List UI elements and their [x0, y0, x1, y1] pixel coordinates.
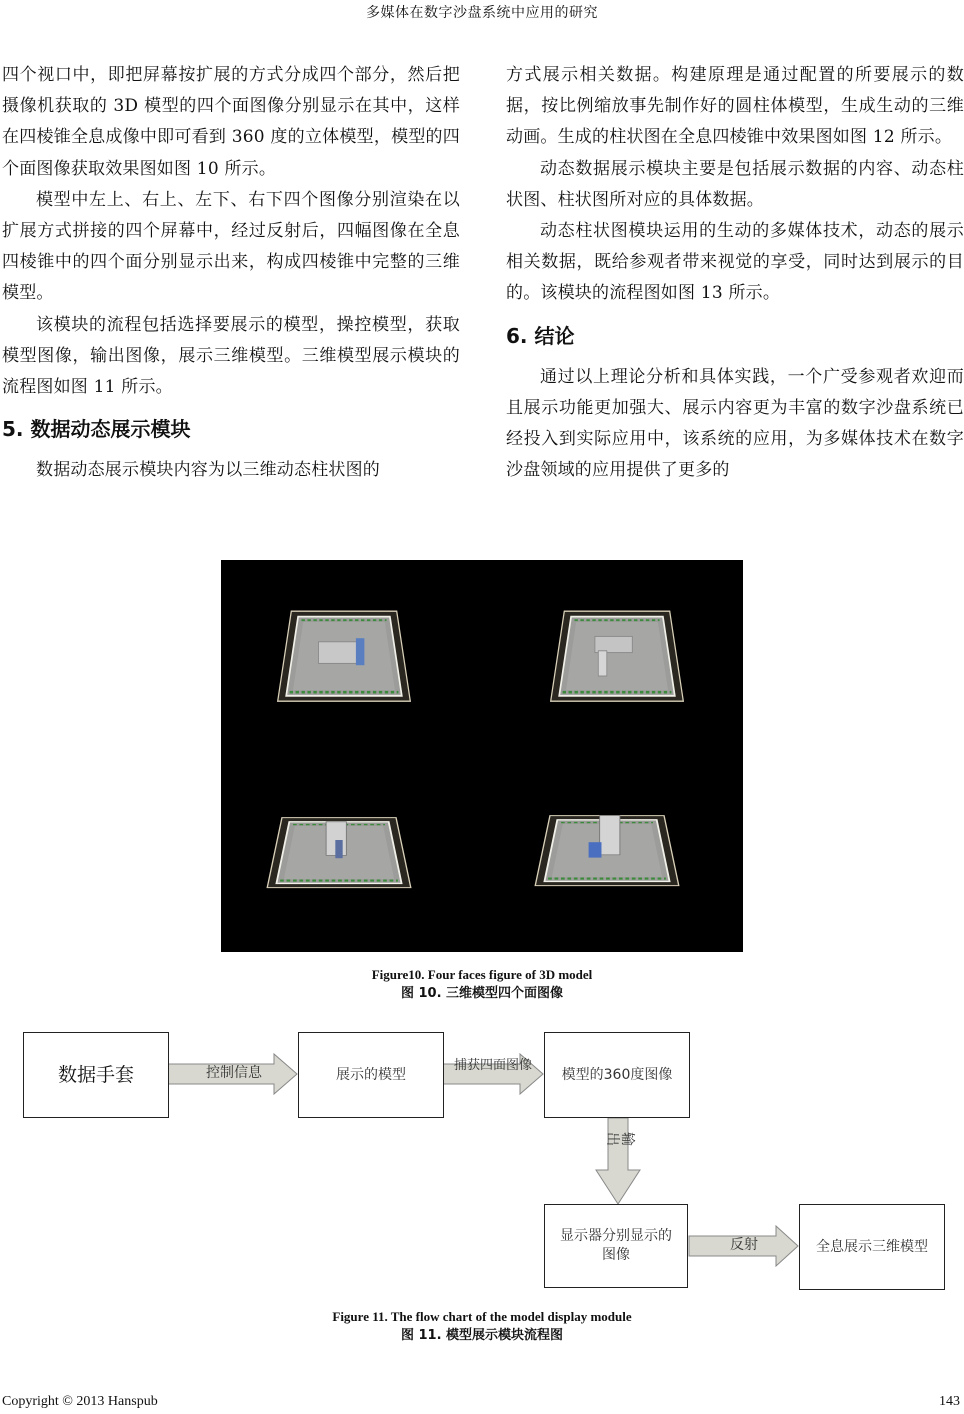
- footer-page-number: 143: [939, 1394, 960, 1409]
- flow-box-display-model: 展示的模型: [298, 1032, 444, 1118]
- model-view-bottom-right: [535, 816, 679, 886]
- flow-box-360-image: 模型的360度图像: [544, 1032, 690, 1118]
- model-view-top-left: [278, 611, 411, 701]
- flow-box-data-glove: 数据手套: [23, 1032, 169, 1118]
- label-control-info: 控制信息: [206, 1065, 262, 1081]
- label-output: 输出: [604, 1132, 635, 1146]
- left-paragraph-1: 四个视口中，即把屏幕按扩展的方式分成四个部分，然后把摄像机获取的 3D 模型的四个面图像分别显示在其中，这样在四棱锥全息成像中即可看到 360 度的立体模型，模型的四个面图像获取效果图如图 10 所示。: [2, 65, 460, 179]
- flow-box-monitor-images: 显示器分别显示的图像: [544, 1204, 688, 1288]
- section-5-heading: 5. 数据动态展示模块: [2, 417, 191, 442]
- left-paragraph-3: 该模块的流程包括选择要展示的模型，操控模型，获取模型图像，输出图像，展示三维模型。三维模型展示模块的流程图如图 11 所示。: [2, 314, 460, 398]
- left-paragraph-2: 模型中左上、右上、左下、右下四个图像分别渲染在以扩展方式拼接的四个屏幕中，经过反射后，四幅图像在全息四棱锥中的四个面分别显示出来，构成四棱锥中完整的三维模型。: [2, 189, 460, 304]
- figure-11-caption-cn: 图 11. 模型展示模块流程图: [400, 1328, 564, 1343]
- left-paragraph-4: 数据动态展示模块内容为以三维动态柱状图的: [36, 460, 380, 481]
- figure-10-caption-en: Figure10. Four faces figure of 3D model: [371, 967, 593, 982]
- footer-copyright: Copyright © 2013 Hanspub: [2, 1394, 158, 1409]
- section-6-heading: 6. 结论: [506, 323, 575, 348]
- flow-box-hologram: 全息展示三维模型: [799, 1204, 945, 1290]
- right-paragraph-2: 动态数据展示模块主要是包括展示数据的内容、动态柱状图、柱状图所对应的具体数据。: [506, 158, 964, 210]
- figure-10-caption-cn: 图 10. 三维模型四个面图像: [400, 986, 564, 1001]
- left-column: [2, 60, 460, 486]
- right-paragraph-1: 方式展示相关数据。构建原理是通过配置的所要展示的数据，按比例缩放事先制作好的圆柱体模型，生成生动的三维动画。生成的柱状图在全息四棱锥中效果图如图 12 所示。: [506, 65, 964, 148]
- arrow-output: [596, 1118, 640, 1204]
- figure-10-image: [221, 560, 743, 952]
- right-paragraph-4: 通过以上理论分析和具体实践，一个广受参观者欢迎而且展示功能更加强大、展示内容更为丰富的数字沙盘系统已经投入到实际应用中，该系统的应用，为多媒体技术在数字沙盘领域的应用提供了更多的: [506, 366, 964, 481]
- model-view-top-right: [551, 611, 684, 701]
- label-reflect: 反射: [730, 1237, 758, 1253]
- model-view-bottom-left: [267, 818, 411, 888]
- figure-11-caption-en: Figure 11. The flow chart of the model display module: [332, 1309, 632, 1324]
- running-header: 多媒体在数字沙盘系统中应用的研究: [366, 5, 598, 21]
- four-faces-illustration: [221, 560, 743, 952]
- right-column: [506, 60, 964, 486]
- right-paragraph-3: 动态柱状图模块运用的生动的多媒体技术，动态的展示相关数据，既给参观者带来视觉的享受，同时达到展示的目的。该模块的流程图如图 13 所示。: [506, 221, 964, 304]
- label-capture-four-sides: 捕获四面图像: [453, 1058, 532, 1073]
